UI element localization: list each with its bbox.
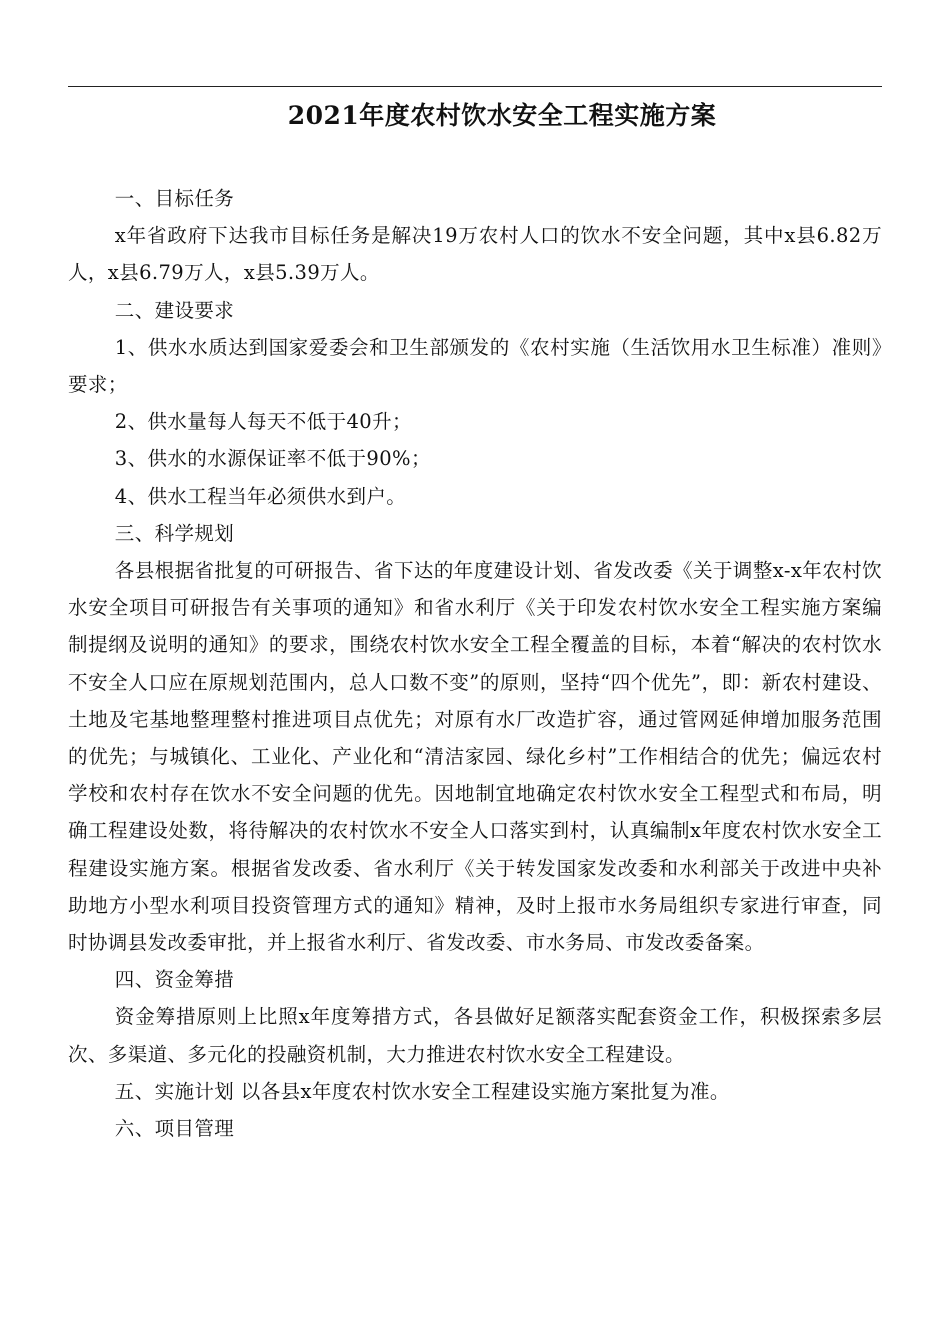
list-item-requirement-1: 1、供水水质达到国家爱委会和卫生部颁发的《农村实施（生活饮用水卫生标准）准则》要求；	[68, 335, 882, 397]
paragraph-implementation-plan: 五、实施计划 以各县x年度农村饮水安全工程建设实施方案批复为准。	[114, 1079, 730, 1103]
section-heading-funding: 四、资金筹措	[114, 968, 235, 992]
section-heading-project-management: 六、项目管理	[114, 1117, 235, 1141]
header-rule	[68, 86, 882, 87]
document-title: 2021年度农村饮水安全工程实施方案	[287, 101, 717, 130]
list-item-requirement-2: 2、供水量每人每天不低于40升；	[114, 410, 412, 434]
section-heading-goals: 一、目标任务	[114, 187, 235, 210]
paragraph-funding: 资金筹措原则上比照x年度筹措方式，各县做好足额落实配套资金工作，积极探索多层次、多渠道、多元化的投融资机制，大力推进农村饮水安全工程建设。	[68, 1005, 882, 1066]
list-item-requirement-3: 3、供水的水源保证率不低于90%；	[114, 447, 431, 471]
document-body	[68, 180, 882, 1147]
section-heading-requirements: 二、建设要求	[114, 298, 235, 322]
paragraph-planning: 各县根据省批复的可研报告、省下达的年度建设计划、省发改委《关于调整x-x年农村饮水安全项目可研报告有关事项的通知》和省水利厅《关于印发农村饮水安全工程实施方案编制提纲及说明的通知》的要求，围绕农村饮水安全工程全覆盖的目标，本着“解决的农村饮水不安全人口应在原规划范围内，总人口数不变”的原则，坚持“四个优先”，即：新农村建设、土地及宅基地整理整村推进项目点优先；对原有水厂改造扩容，通过管网延伸增加服务范围的优先；与城镇化、工业化、产业化和“清洁家园、绿化乡村”工作相结合的优先；偏远农村学校和农村存在饮水不安全问题的优先。因地制宜地确定农村饮水安全工程型式和布局，明确工程建设处数，将待解决的农村饮水不安全人口落实到村，认真编制x年度农村饮水安全工程建设实施方案。根据省发改委、省水利厅《关于转发国家发改委和水利部关于改进中央补助地方小型水利项目投资管理方式的通知》精神，及时上报市水务局组织专家进行审查，同时协调县发改委审批，并上报省水利厅、省发改委、市水务局、市发改委备案。	[68, 559, 882, 955]
paragraph-goals: x年省政府下达我市目标任务是解决19万农村人口的饮水不安全问题，其中x县6.82万人，x县6.79万人，x县5.39万人。	[68, 224, 882, 285]
list-item-requirement-4: 4、供水工程当年必须供水到户。	[114, 484, 407, 508]
section-heading-planning: 三、科学规划	[114, 521, 235, 545]
